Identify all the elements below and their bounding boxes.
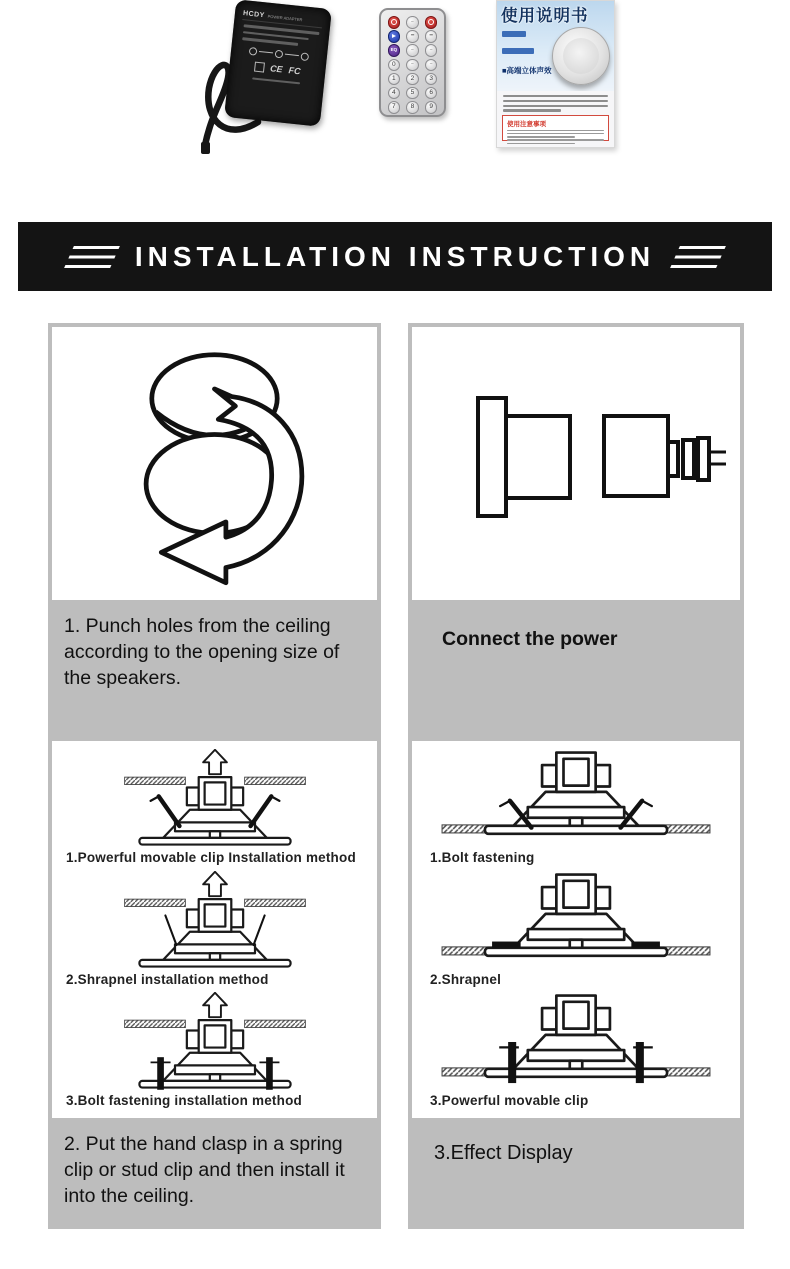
movable-clip-install-diagram — [65, 749, 365, 849]
ceiling-bar — [244, 1020, 305, 1027]
triple-line-icon — [64, 246, 120, 268]
remote-vol-up-button: − — [425, 44, 438, 57]
left-instruction-column — [48, 323, 381, 1229]
remote-digit-3: 3 — [425, 73, 438, 86]
shrapnel-installed-diagram — [424, 871, 728, 971]
method-label: 2.Shrapnel installation method — [66, 971, 269, 987]
remote-next-button: − — [425, 30, 438, 43]
remote-power-button-icon — [388, 16, 401, 29]
remote-digit-7: 7 — [388, 101, 401, 114]
manual-bullet — [502, 31, 526, 37]
method-row — [412, 871, 740, 989]
method-label: 3.Powerful movable clip — [430, 1093, 589, 1109]
method-label: 1.Bolt fastening — [430, 849, 535, 865]
polarity-icon — [239, 45, 319, 61]
manual-bullet — [502, 48, 534, 54]
hole-cutting-diagram — [72, 339, 357, 589]
remote-rpt-button: − — [406, 59, 419, 72]
manual-paragraph — [497, 91, 614, 112]
ceiling-bar — [244, 777, 305, 784]
ceiling-bar — [244, 899, 305, 906]
remote-mode-button: − — [406, 16, 419, 29]
adapter-body — [224, 0, 332, 127]
bolt-install-diagram — [65, 992, 365, 1092]
installed-views-illustration — [412, 741, 740, 1118]
step2-caption: 2. Put the hand clasp in a spring clip or stud clip and then install it into the ceiling. — [64, 1133, 345, 1208]
method-label: 3.Bolt fastening installation method — [66, 1093, 302, 1109]
ceiling-bar — [124, 899, 185, 906]
remote-usd-button: − — [425, 59, 438, 72]
adapter-type-text: POWER ADAPTER — [267, 13, 303, 23]
arrow-up-icon — [203, 993, 227, 1017]
ceiling-speaker-photo — [552, 27, 610, 85]
remote-play-button-icon — [388, 30, 401, 43]
method-label: 1.Powerful movable clip Installation method — [66, 849, 356, 865]
section-title: INSTALLATION INSTRUCTION — [134, 240, 656, 272]
manual-title: 使用说明书 — [501, 7, 589, 25]
power-connector-diagram — [426, 364, 726, 564]
remote-digit-9: 9 — [425, 101, 438, 114]
certification-marks — [237, 59, 318, 77]
adapter-spec-line — [242, 37, 298, 45]
remote-digit-0: 0 — [388, 59, 401, 72]
adapter-spec-line — [252, 77, 300, 84]
remote-vol-down-button: − — [406, 44, 419, 57]
method-row — [412, 749, 740, 867]
remote-digit-4: 4 — [388, 87, 401, 100]
connect-power-caption: Connect the power — [442, 628, 618, 650]
method-row — [52, 992, 377, 1110]
remote-prev-button: − — [406, 30, 419, 43]
manual-notice-box — [502, 115, 609, 141]
right-instruction-column — [408, 323, 744, 1229]
instruction-manual-photo — [496, 0, 615, 148]
arrow-up-icon — [203, 749, 227, 773]
remote-digit-8: 8 — [406, 101, 419, 114]
effect-display-caption: 3.Effect Display — [434, 1142, 573, 1164]
remote-digit-1: 1 — [388, 73, 401, 86]
step1-caption: 1. Punch holes from the ceiling according to the opening size of the speakers. — [64, 615, 340, 690]
remote-eq-button: EQ — [388, 44, 401, 57]
ceiling-bar — [124, 1020, 185, 1027]
remote-digit-5: 5 — [406, 87, 419, 100]
punch-holes-illustration — [52, 327, 377, 600]
triple-line-icon — [670, 246, 726, 268]
method-row — [52, 749, 377, 867]
remote-digit-2: 2 — [406, 73, 419, 86]
manual-bullet-text: ■高端立体声效 — [502, 66, 552, 75]
instruction-columns — [48, 323, 744, 1229]
method-row — [412, 992, 740, 1110]
section-banner — [18, 222, 772, 291]
regulatory-square-icon — [254, 61, 265, 72]
bolt-fastening-installed-diagram — [424, 749, 728, 849]
remote-button-grid — [386, 16, 439, 114]
speaker-outline — [139, 899, 290, 966]
power-adapter-photo — [192, 0, 337, 165]
manual-cover-photo — [497, 1, 614, 91]
speaker-outline — [485, 752, 667, 833]
adapter-brand-text: HCDY — [242, 10, 266, 20]
connect-power-illustration — [412, 327, 740, 600]
remote-digit-6: 6 — [425, 87, 438, 100]
ce-mark: CE — [269, 62, 284, 74]
method-label: 2.Shrapnel — [430, 971, 502, 987]
package-contents-row — [0, 0, 790, 222]
method-row — [52, 871, 377, 989]
installation-methods-illustration — [52, 741, 377, 1118]
shrapnel-install-diagram — [65, 871, 365, 971]
arrow-up-icon — [203, 871, 227, 895]
manual-notice-title: 使用注意事项 — [507, 120, 546, 128]
movable-clip-installed-diagram — [424, 992, 728, 1092]
remote-mute-button-icon — [425, 16, 438, 29]
ceiling-bar — [124, 777, 185, 784]
fcc-mark: FC — [288, 64, 302, 76]
speaker-outline — [139, 777, 290, 844]
remote-control-photo — [379, 8, 446, 117]
